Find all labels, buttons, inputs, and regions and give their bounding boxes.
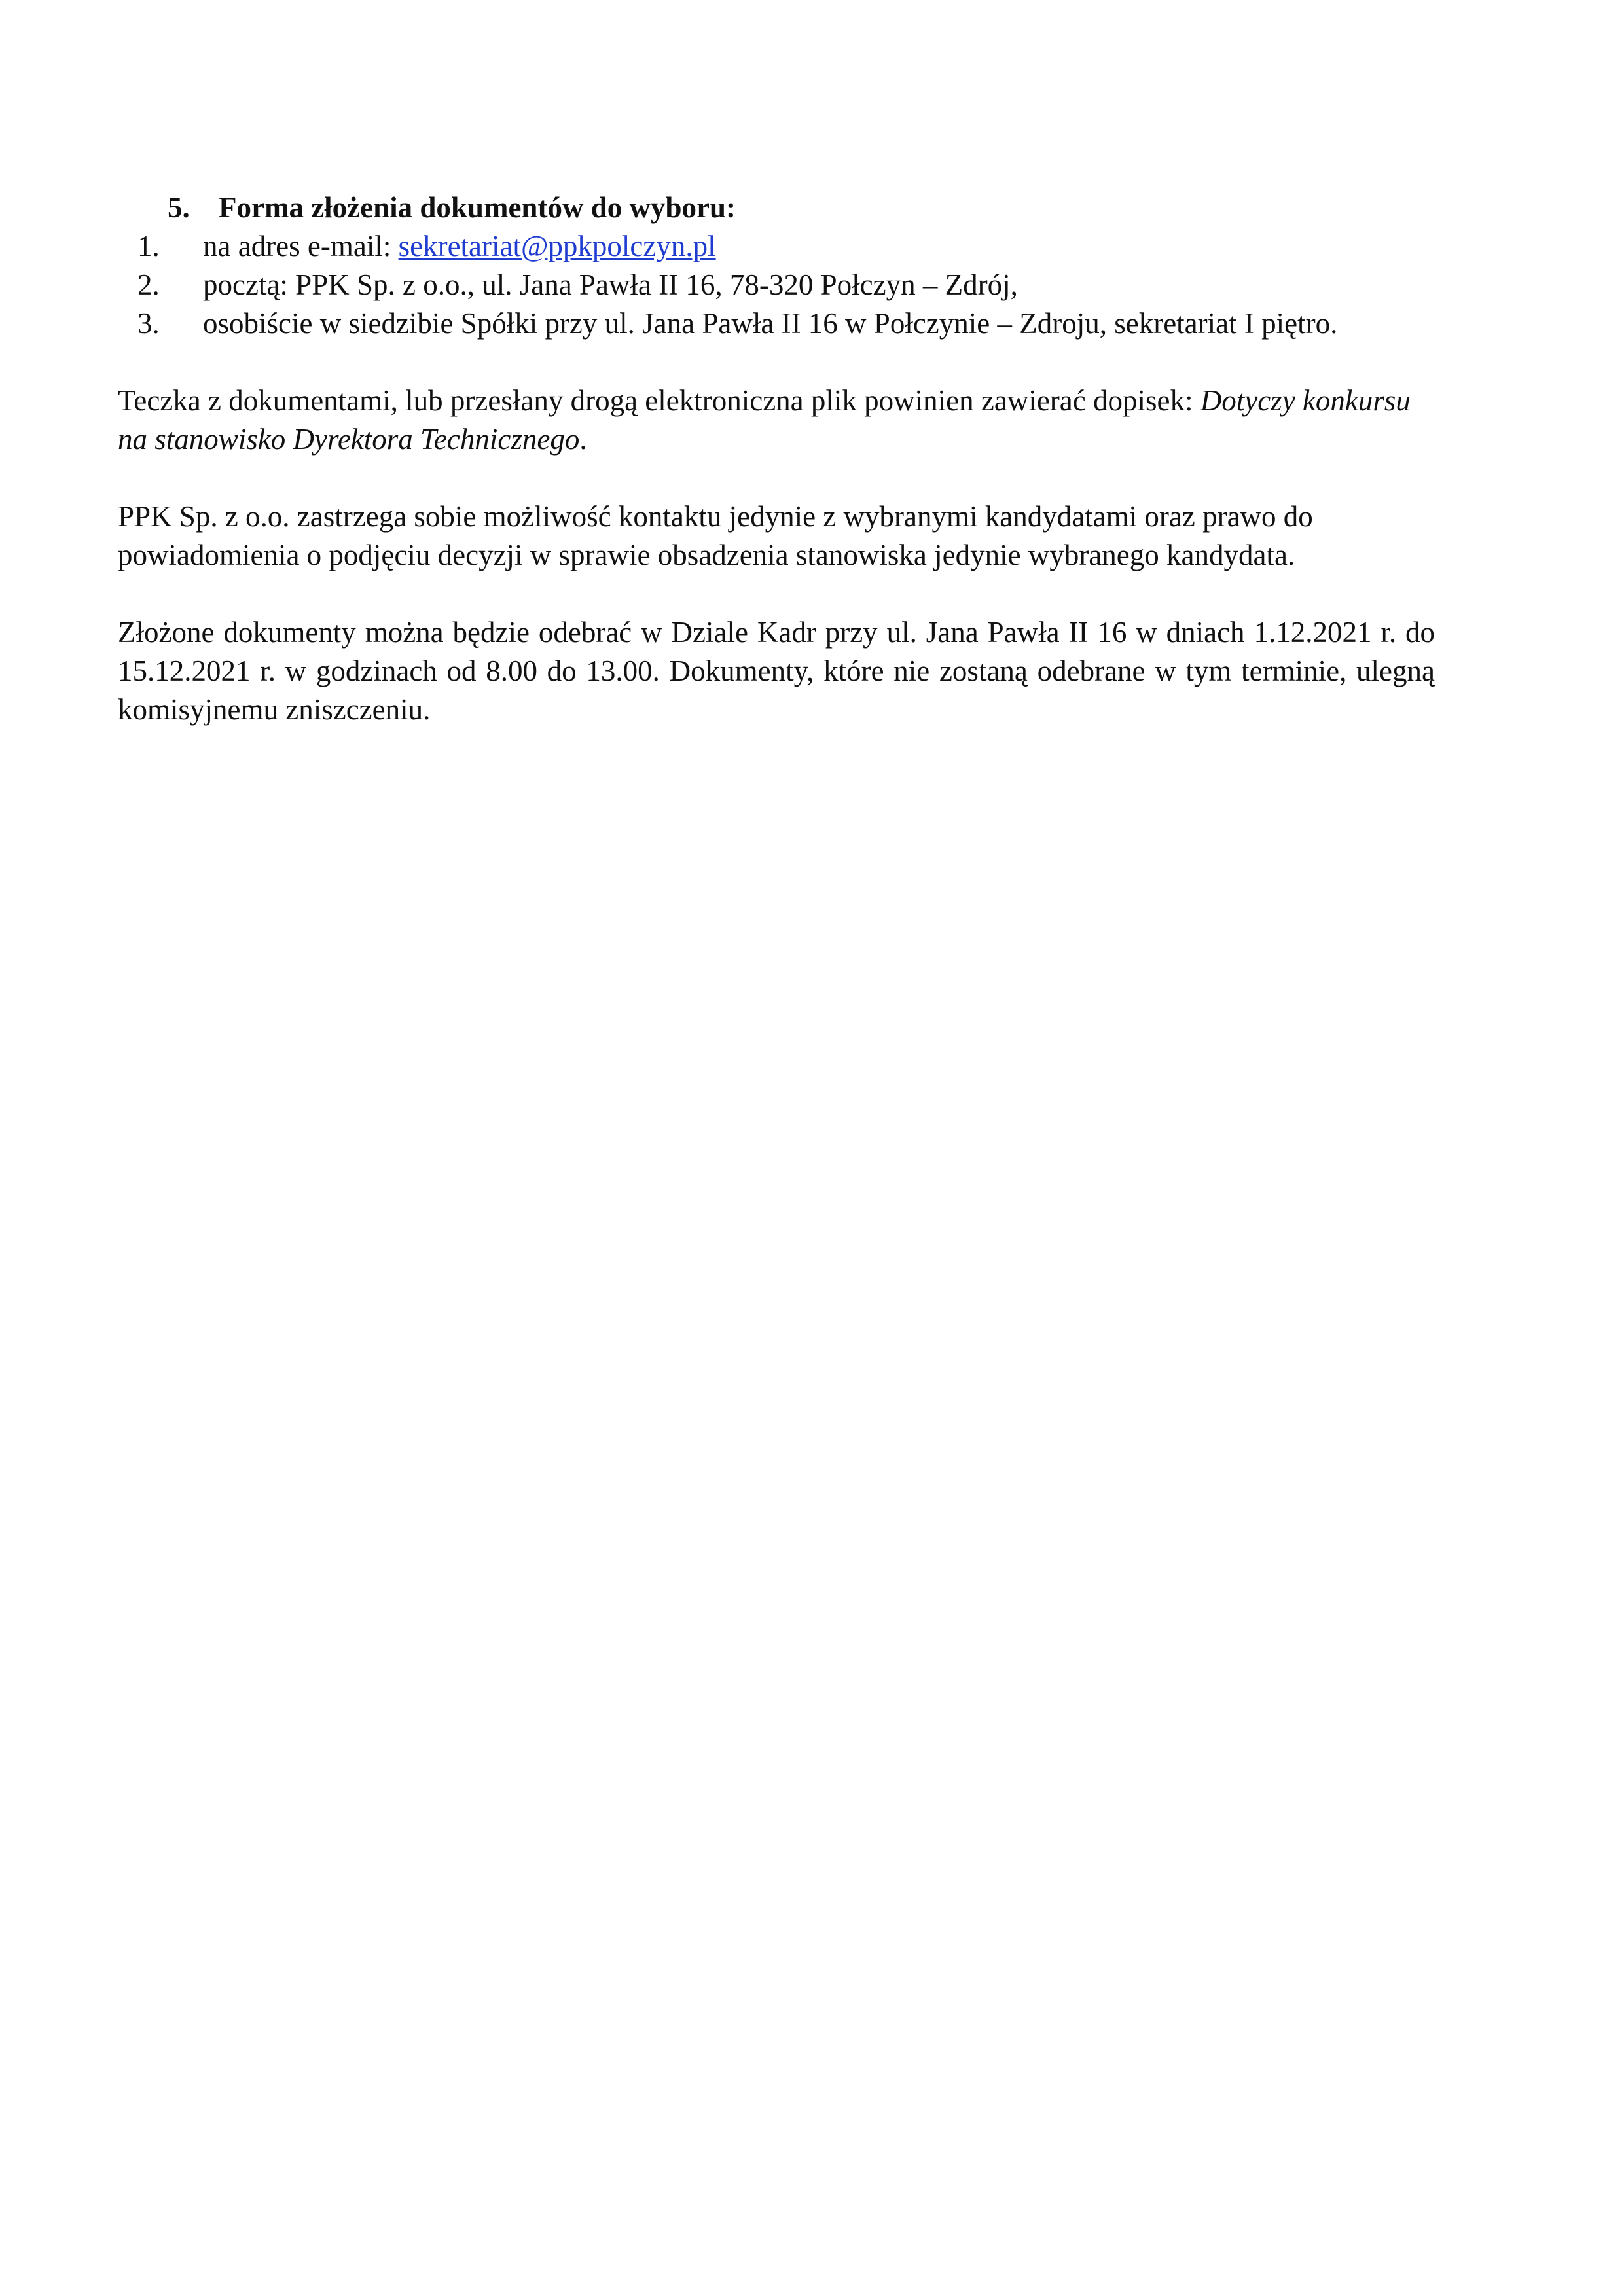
list-marker: 1. <box>137 230 160 262</box>
paragraph-folder-note-italic: Dotyczy konkursu na stanowisko Dyrektora Technicznego <box>118 384 1411 456</box>
email-link[interactable]: sekretariat@ppkpolczyn.pl <box>398 230 716 262</box>
paragraph-folder-note-text: Teczka z dokumentami, lub przesłany drogą elektroniczna plik powinien zawierać dopisek: <box>118 384 1200 417</box>
section-title: Forma złożenia dokumentów do wyboru: <box>219 191 736 224</box>
section-heading <box>168 188 1435 227</box>
list-item <box>137 227 1435 266</box>
paragraph-folder-note-end: . <box>579 423 587 456</box>
submission-methods-list <box>118 227 1435 343</box>
list-marker: 2. <box>137 268 160 301</box>
list-item-text: pocztą: PPK Sp. z o.o., ul. Jana Pawła II 16, 78-320 Połczyn – Zdrój, <box>203 268 1018 301</box>
list-item <box>137 266 1435 304</box>
list-item-text: osobiście w siedzibie Spółki przy ul. Jana Pawła II 16 w Połczynie – Zdroju, sekretariat I piętro. <box>203 307 1338 340</box>
list-item <box>137 304 1435 343</box>
email-prefix: na adres e-mail: <box>203 230 399 262</box>
list-item-text <box>203 227 1435 266</box>
list-marker: 3. <box>137 307 160 340</box>
section-number: 5. <box>168 191 190 224</box>
document-content <box>118 188 1435 729</box>
paragraph-contact-reservation: PPK Sp. z o.o. zastrzega sobie możliwość kontaktu jedynie z wybranymi kandydatami oraz prawo do powiadomienia o podjęciu decyzji w sprawie obsadzenia stanowiska jedynie wybranego kandydata. <box>118 500 1313 571</box>
paragraph-document-return: Złożone dokumenty można będzie odebrać w Dziale Kadr przy ul. Jana Pawła II 16 w dniach 1.12.2021 r. do 15.12.2021 r. w godzinach od 8.00 do 13.00. Dokumenty, które nie zostaną odebrane w tym terminie, ulegną komisyjnemu zniszczeniu. <box>118 616 1435 726</box>
paragraph-folder-note <box>118 382 1435 459</box>
